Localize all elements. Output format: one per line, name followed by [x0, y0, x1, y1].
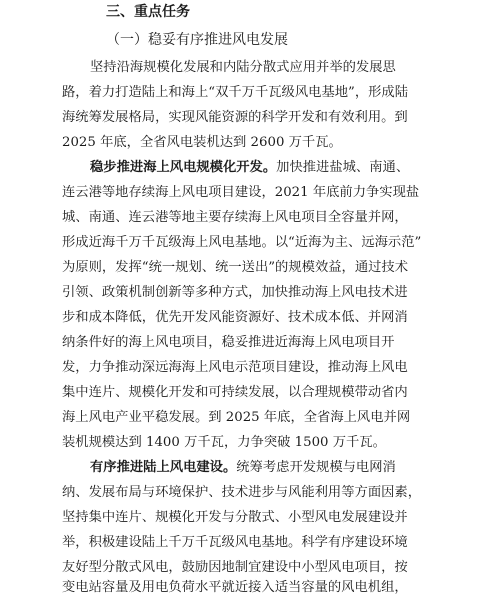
paragraph-line: 变电站容量及用电负荷水平就近接入适当容量的风电机组，	[62, 580, 408, 595]
paragraph-line: 城、南通、连云港等地主要存续海上风电项目全容量并网，	[62, 210, 408, 225]
paragraph-line: 引领、政策机制创新等多种方式，加快推动海上风电技术进	[62, 285, 408, 300]
paragraph-lead: 有序推进陆上风电建设。	[90, 460, 237, 475]
paragraph-line: 发，力争推动深远海海上风电示范项目建设，推动海上风电	[62, 360, 408, 375]
paragraph-line: 步和成本降低，优先开发风能资源好、技术成本低、并网消	[62, 310, 408, 325]
paragraph-line: 连云港等地存续海上风电项目建设，2021 年底前力争实现盐	[62, 185, 420, 200]
section-heading: 三、重点任务	[106, 4, 190, 20]
paragraph-line: 坚持集中连片、规模化开发与分散式、小型风电发展建设并	[62, 510, 408, 525]
paragraph-line: 举，积极建设陆上千万千瓦级风电基地。科学有序建设环境	[62, 535, 408, 550]
paragraph-line: 纳条件好的海上风电项目，稳妥推进近海海上风电项目开	[62, 335, 395, 350]
paragraph-line: 2025 年底，全省风电装机达到 2600 万千瓦。	[62, 135, 342, 150]
paragraph-line: 路，着力打造陆上和海上“双千万千瓦级风电基地”，形成陆	[62, 85, 409, 100]
paragraph-line: 纳、发展布局与环境保护、技术进步与风能利用等方面因素，	[62, 485, 422, 500]
paragraph-line: 形成近海千万千瓦级海上风电基地。以“近海为主、远海示范”	[62, 235, 422, 250]
subsection-heading: （一）稳妥有序推进风电发展	[106, 32, 288, 48]
paragraph-line: 集中连片、规模化开发和可持续发展，以合理规模带动省内	[62, 385, 408, 400]
paragraph-line: 为原则，发挥“统一规划、统一送出”的规模效益，通过技术	[62, 260, 409, 275]
paragraph-text: 统筹考虑开发规模与电网消	[236, 460, 396, 475]
paragraph-line: 装机规模达到 1400 万千瓦，力争突破 1500 万千瓦。	[62, 435, 386, 450]
paragraph-line: 坚持沿海规模化发展和内陆分散式应用并举的发展思	[90, 60, 396, 75]
paragraph-line: 友好型分散式风电，鼓励因地制宜建设中小型风电项目，按	[62, 560, 408, 575]
paragraph-text: 加快推进盐城、南通、	[276, 160, 410, 175]
paragraph-line: 海统筹发展格局，实现风能资源的科学开发和有效利用。到	[62, 110, 408, 125]
paragraph-first-line	[90, 158, 409, 178]
paragraph-lead: 稳步推进海上风电规模化开发。	[90, 160, 277, 175]
paragraph-first-line	[90, 458, 396, 478]
paragraph-line: 海上风电产业平稳发展。到 2025 年底，全省海上风电并网	[62, 410, 411, 425]
